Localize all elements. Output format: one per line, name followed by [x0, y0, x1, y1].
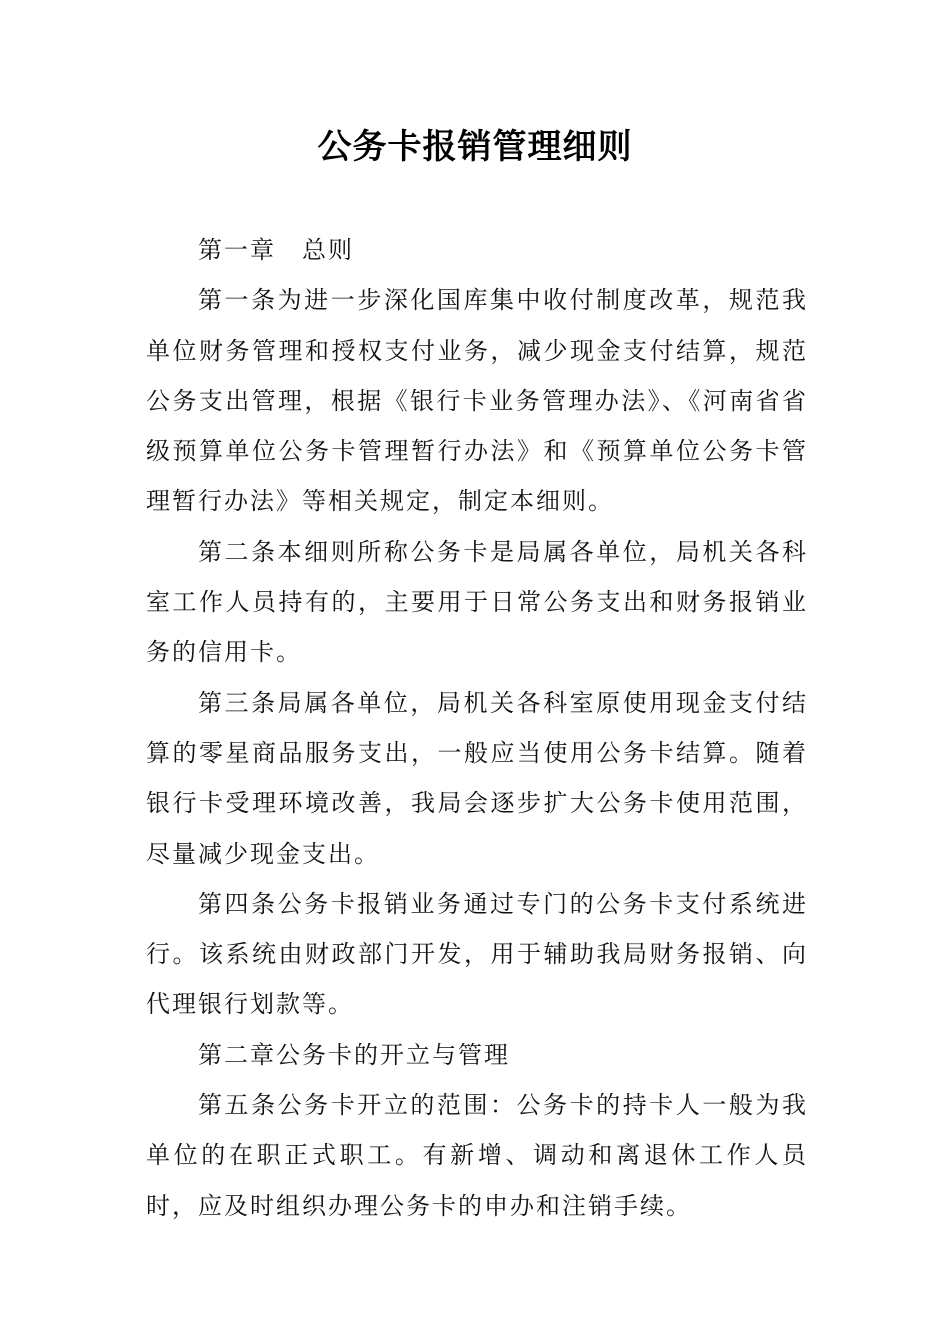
chapter-heading: 第一章 总则	[198, 236, 354, 264]
document-body	[146, 225, 808, 1231]
article-paragraph: 第三条局属各单位，局机关各科室原使用现金支付结算的零星商品服务支出，一般应当使用公务卡结算。随着银行卡受理环境改善，我局会逐步扩大公务卡使用范围，尽量减少现金支出。	[146, 688, 808, 868]
article-paragraph: 第四条公务卡报销业务通过专门的公务卡支付系统进行。该系统由财政部门开发，用于辅助我局财务报销、向代理银行划款等。	[146, 889, 808, 1019]
chapter-heading: 第二章公务卡的开立与管理	[198, 1040, 510, 1069]
document-title: 公务卡报销管理细则	[317, 127, 633, 167]
article-paragraph: 第一条为进一步深化国库集中收付制度改革，规范我单位财务管理和授权支付业务，减少现金支付结算，规范公务支出管理，根据《银行卡业务管理办法》、《河南省省级预算单位公务卡管理暂行办法》和《预算单位公务卡管理暂行办法》等相关规定，制定本细则。	[146, 286, 808, 516]
article-paragraph: 第五条公务卡开立的范围：公务卡的持卡人一般为我单位的在职正式职工。有新增、调动和离退休工作人员时，应及时组织办理公务卡的申办和注销手续。	[146, 1091, 808, 1220]
article-paragraph: 第二条本细则所称公务卡是局属各单位，局机关各科室工作人员持有的，主要用于日常公务支出和财务报销业务的信用卡。	[146, 537, 808, 667]
